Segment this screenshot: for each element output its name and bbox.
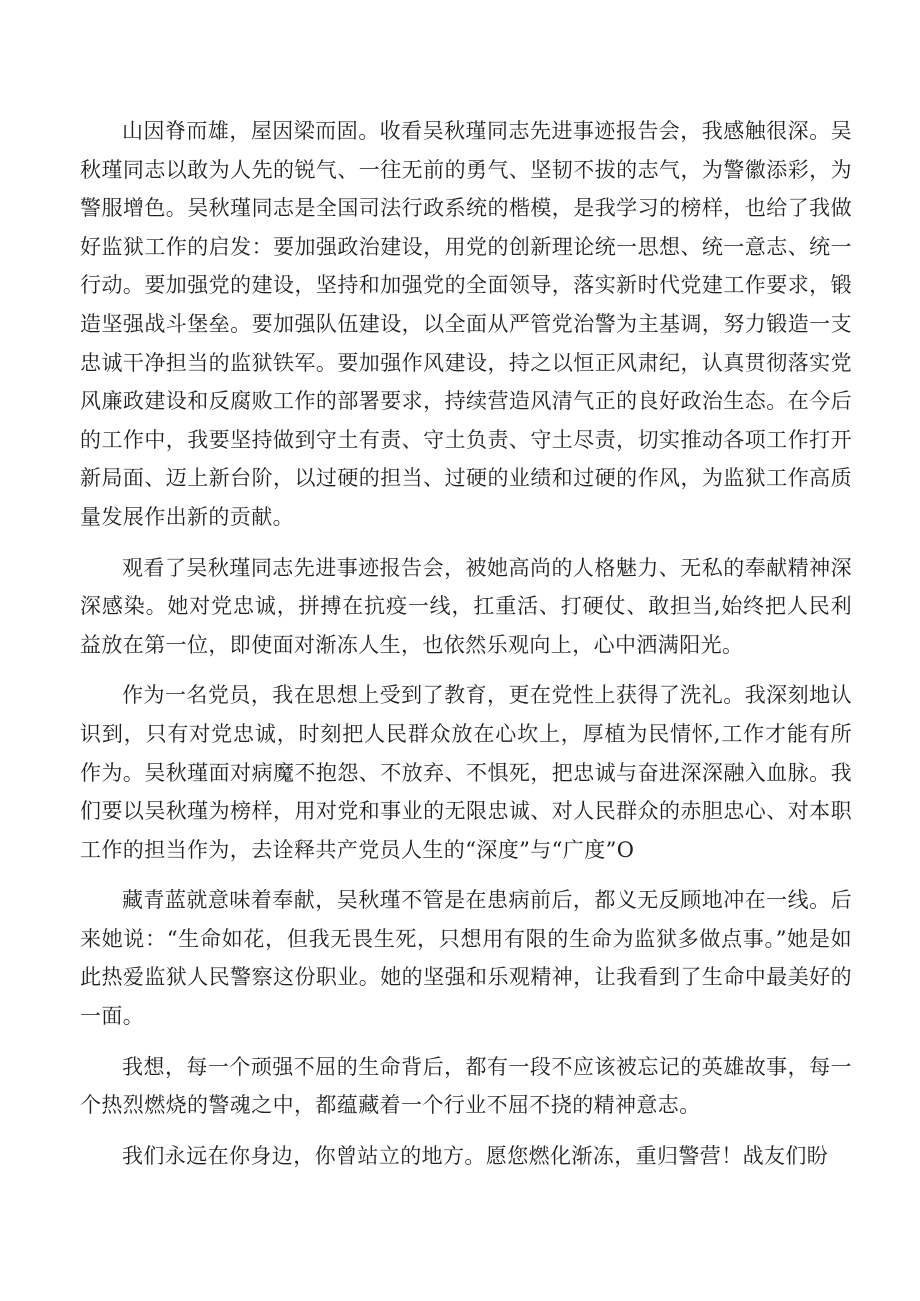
paragraph-4: 藏青蓝就意味着奉献，吴秋瑾不管是在患病前后，都义无反顾地冲在一线。后来她说：“生命如花，但我无畏生死，只想用有限的生命为监狱多做点事。”她是如此热爱监狱人民警察这份职业。她的坚强和乐观精神，让我看到了生命中最美好的一面。 [80,888,852,1029]
paragraph-1: 山因脊而雄，屋因梁而固。收看吴秋瑾同志先进事迹报告会，我感触很深。吴秋瑾同志以敢为人先的锐气、一往无前的勇气、坚韧不拔的志气，为警徽添彩，为警服增色。吴秋瑾同志是全国司法行政系统的楷模，是我学习的榜样，也给了我做好监狱工作的启发：要加强政治建设，用党的创新理论统一思想、统一意志、统一行动。要加强党的建设，坚持和加强党的全面领导，落实新时代党建工作要求，锻造坚强战斗堡垒。要加强队伍建设，以全面从严管党治警为主基调，努力锻造一支忠诚干净担当的监狱铁军。要加强作风建设，持之以恒正风肃纪，认真贯彻落实党风廉政建设和反腐败工作的部署要求，持续营造风清气正的良好政治生态。在今后的工作中，我要坚持做到守土有责、守土负责、守土尽责，切实推动各项工作打开新局面、迈上新台阶，以过硬的担当、过硬的业绩和过硬的作风，为监狱工作高质量发展作出新的贡献。 [80,119,852,529]
paragraph-5: 我想，每一个顽强不屈的生命背后，都有一段不应该被忘记的英雄故事，每一个热烈燃烧的警魂之中，都蕴藏着一个行业不屈不挠的精神意志。 [80,1054,852,1118]
paragraph-6: 我们永远在你身边，你曾站立的地方。愿您燃化渐冻，重归警营！战友们盼 [122,1143,829,1168]
document-body [80,112,852,1175]
paragraph-2: 观看了吴秋瑾同志先进事迹报告会，被她高尚的人格魅力、无私的奉献精神深深感染。她对党忠诚，拼搏在抗疫一线，扛重活、打硬仗、敢担当,始终把人民利益放在第一位，即使面对渐冻人生，也依然乐观向上，心中洒满阳光。 [80,555,852,657]
paragraph-3: 作为一名党员，我在思想上受到了教育，更在党性上获得了洗礼。我深刻地认识到，只有对党忠诚，时刻把人民群众放在心坎上，厚植为民情怀,工作才能有所作为。吴秋瑾面对病魔不抱怨、不放弃、不惧死，把忠诚与奋进深深融入血脉。我们要以吴秋瑾为榜样，用对党和事业的无限忠诚、对人民群众的赤胆忠心、对本职工作的担当作为，去诠释共产党员人生的“深度”与“广度”O [80,683,852,862]
